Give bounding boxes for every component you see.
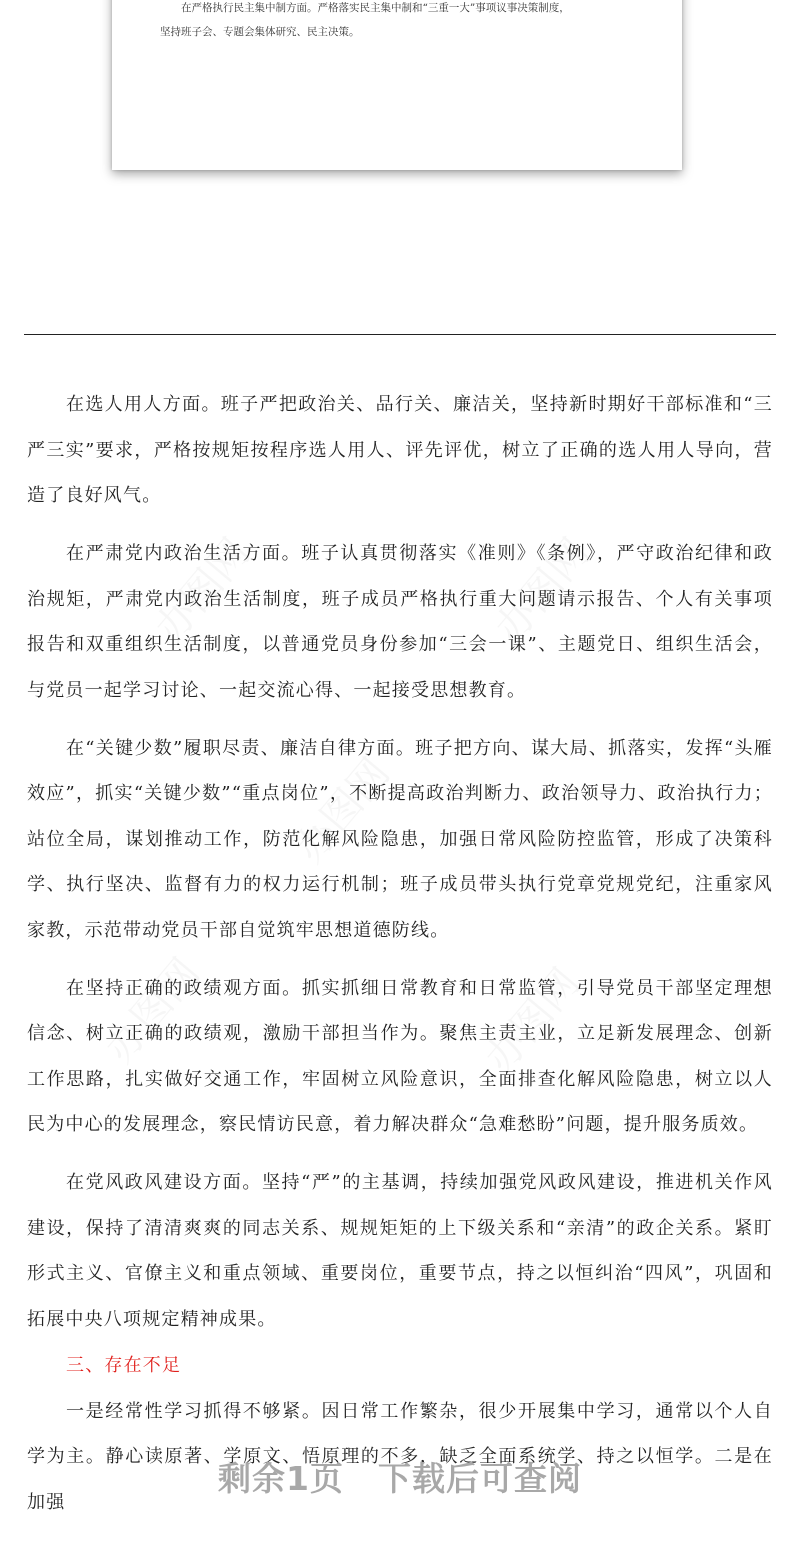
preview-page-card	[112, 0, 682, 170]
watermark: 办图网	[96, 950, 209, 1072]
paragraph-performance-view: 在坚持正确的政绩观方面。抓实抓细日常教育和日常监管，引导党员干部坚定理想信念、树立正确的政绩观，激励干部担当作为。聚焦主责主业，立足新发展理念、创新工作思路，扎实做好交通工作，牢固树立风险意识，全面排查化解风险隐患，树立以人民为中心的发展理念，察民情访民意，着力解决群众“急难愁盼”问题，提升服务质效。	[27, 977, 773, 1135]
page-divider	[24, 334, 776, 335]
watermark: 办图网	[146, 530, 259, 652]
watermark: 办图网	[286, 750, 399, 872]
paragraph-shortcomings: 一是经常性学习抓得不够紧。因日常工作繁杂，很少开展集中学习，通常以个人自学为主。静心读原著、学原文、悟原理的不多，缺乏全面系统学、持之以恒学。二是在加强	[27, 1400, 773, 1513]
paragraph-selection: 在选人用人方面。班子严把政治关、品行关、廉洁关，坚持新时期好干部标准和“三严三实”要求，严格按规矩按程序选人用人、评先评优，树立了正确的选人用人导向，营造了良好风气。	[27, 394, 773, 506]
download-prompt	[0, 1435, 800, 1525]
watermark: 办图网	[476, 960, 589, 1082]
section-heading: 三、存在不足	[66, 1354, 182, 1376]
download-to-read-button[interactable]	[218, 1453, 582, 1500]
paragraph-party-style: 在党风政风建设方面。坚持“严”的主基调，持续加强党风政风建设，推进机关作风建设，保持了清清爽爽的同志关系、规规矩矩的上下级关系和“亲清”的政企关系。紧盯形式主义、官僚主义和重点领域、重要岗位，重要节点，持之以恒纠治“四风”，巩固和拓展中央八项规定精神成果。	[27, 1172, 773, 1330]
remaining-pages-label: 剩余1页	[218, 1459, 344, 1498]
paragraph-key-minority: 在“关键少数”履职尽责、廉洁自律方面。班子把方向、谋大局、抓落实，发挥“头雁效应”，抓实“关键少数”“重点岗位”，不断提高政治判断力、政治领导力、政治执行力；站位全局，谋划推动工作，防范化解风险隐患，加强日常风险防控监管，形成了决策科学、执行坚决、监督有力的权力运行机制；班子成员带头执行党章党规党纪，注重家风家教，示范带动党员干部自觉筑牢思想道德防线。	[27, 737, 773, 941]
preview-line: 坚持班子会、专题会集体研究、民主决策。	[160, 26, 360, 38]
preview-text	[160, 0, 660, 44]
paragraph-political-life: 在严肃党内政治生活方面。班子认真贯彻落实《准则》《条例》，严守政治纪律和政治规矩，严肃党内政治生活制度，班子成员严格执行重大问题请示报告、个人有关事项报告和双重组织生活制度，以普通党员身份参加“三会一课”、主题党日、组织生活会，与党员一起学习讨论、一起交流心得、一起接受思想教育。	[27, 543, 773, 701]
watermark: 办图网	[486, 530, 599, 652]
download-action-label: 下载后可查阅	[377, 1459, 582, 1498]
document-body	[27, 382, 773, 1538]
preview-line: 在严格执行民主集中制方面。严格落实民主集中制和“三重一大”事项议事决策制度，	[181, 2, 570, 14]
